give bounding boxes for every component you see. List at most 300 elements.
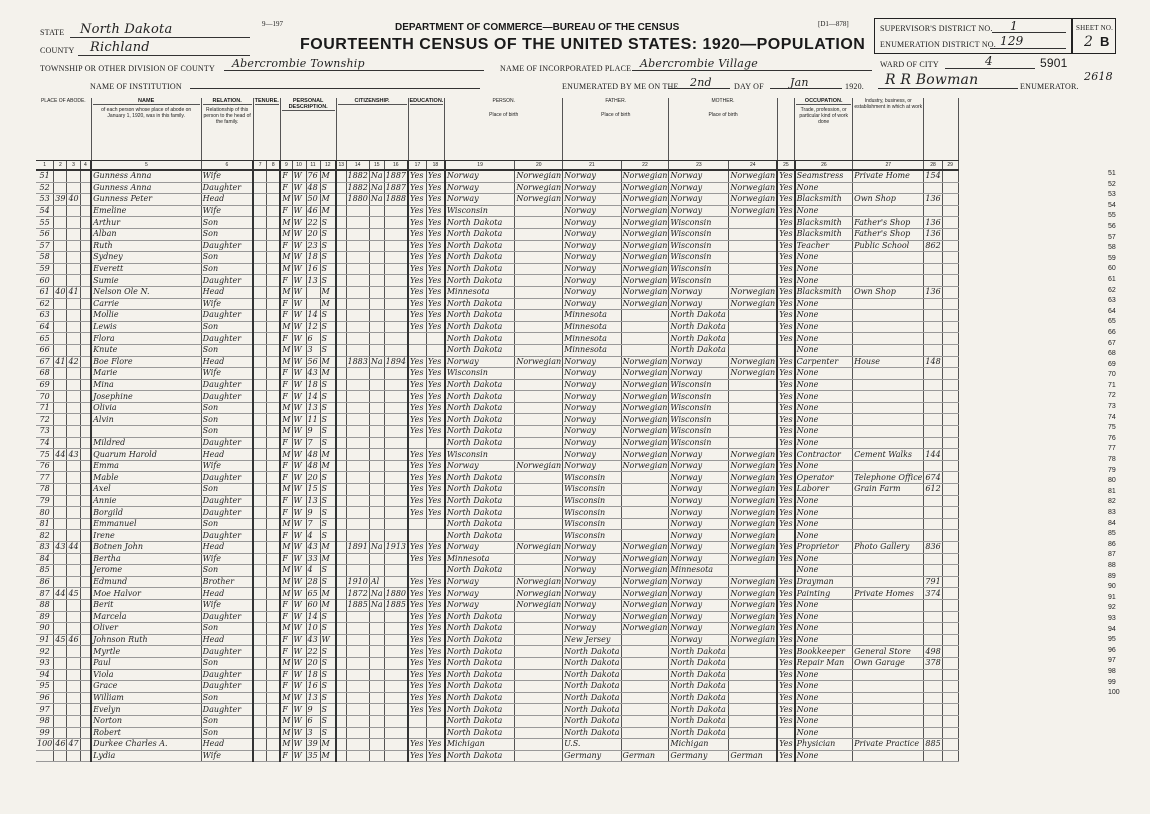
table-cell-fam — [67, 368, 80, 380]
table-cell-occ: Painting — [795, 588, 853, 600]
table-cell-tongue — [515, 333, 563, 345]
table-cell-tongue — [515, 739, 563, 751]
table-cell-rel: Daughter — [201, 275, 253, 287]
table-cell-sex: M — [282, 727, 291, 737]
table-cell-x7 — [253, 263, 267, 275]
table-cell-code: 612 — [925, 484, 941, 494]
table-cell-write: Yes — [426, 646, 444, 658]
table-cell-race: W — [292, 518, 306, 530]
table-cell-nat — [369, 646, 384, 658]
table-cell-name: William — [91, 692, 201, 704]
table-cell-ms: S — [320, 484, 336, 496]
table-cell-x29 — [942, 750, 958, 762]
table-cell-x4 — [80, 576, 91, 588]
table-cell-yr — [384, 402, 408, 414]
table-cell-ftongue: Norwegian — [622, 623, 668, 633]
table-cell-line: 87 — [36, 588, 54, 600]
table-cell-tongue — [515, 553, 563, 565]
table-cell-race: W — [292, 379, 306, 391]
table-cell-race: W — [292, 750, 306, 762]
table-cell-ftongue: Norwegian — [622, 449, 668, 459]
table-cell-imm — [346, 715, 369, 727]
table-cell-x13 — [336, 263, 346, 275]
table-cell-ftongue: Norwegian — [622, 368, 668, 378]
table-cell-name: Gunness Peter — [91, 194, 201, 206]
table-cell-race: W — [292, 495, 306, 507]
table-cell-tongue — [515, 495, 563, 507]
line-number: 81 — [1108, 487, 1116, 495]
table-cell-fam: 40 — [68, 194, 79, 204]
table-cell-mtongue — [729, 739, 777, 751]
table-cell-write: Yes — [426, 576, 444, 588]
table-cell-yr: 1887 — [385, 182, 406, 192]
table-cell-age: 18 — [306, 669, 320, 681]
table-cell-dwell — [54, 750, 67, 762]
table-cell-fam — [67, 576, 80, 588]
table-cell-eng: Yes — [779, 693, 793, 703]
table-cell-nat — [369, 657, 384, 669]
table-row — [36, 460, 958, 472]
table-cell-x13 — [336, 704, 346, 716]
table-cell-age: 48 — [306, 460, 320, 472]
table-cell-x4 — [80, 252, 91, 264]
department-heading: DEPARTMENT OF COMMERCE—BUREAU OF THE CENSUS — [395, 22, 680, 33]
table-cell-ms: S — [320, 402, 336, 414]
table-cell-tongue: Norwegian — [516, 171, 562, 181]
table-cell-write: Yes — [426, 205, 444, 217]
table-row — [36, 472, 958, 484]
table-cell-nat: Na — [370, 182, 383, 192]
table-cell-x13 — [336, 182, 346, 194]
table-cell-pob: Wisconsin — [445, 368, 515, 380]
table-cell-rel: Daughter — [201, 379, 253, 391]
table-cell-ms: M — [320, 542, 336, 554]
table-cell-write: Yes — [426, 739, 444, 751]
table-cell-line: 62 — [36, 298, 54, 310]
table-cell-race: W — [292, 298, 306, 310]
table-cell-yr — [384, 565, 408, 577]
ward-value: 4 — [985, 54, 993, 68]
table-cell-occ: Blacksmith — [795, 194, 853, 206]
table-cell-dwell — [54, 692, 67, 704]
table-cell-x13 — [336, 692, 346, 704]
table-cell-age: 7 — [306, 518, 320, 530]
table-cell-mtongue — [729, 379, 777, 391]
table-cell-tongue — [515, 657, 563, 669]
table-cell-occ: Operator — [795, 472, 853, 484]
table-cell-x4 — [80, 182, 91, 194]
table-cell-x13 — [336, 298, 346, 310]
table-cell-write — [426, 344, 444, 356]
table-cell-age: 9 — [306, 507, 320, 519]
table-cell-x8 — [267, 576, 281, 588]
column-group-label: TENURE. — [254, 98, 279, 104]
table-cell-ftongue: Norwegian — [622, 542, 668, 552]
table-cell-ms: M — [320, 599, 336, 611]
table-cell-name: Moe Halvor — [91, 588, 201, 600]
table-cell-fpob: Norway — [563, 170, 621, 182]
table-cell-dwell — [54, 252, 67, 264]
table-cell-read — [408, 715, 426, 727]
table-cell-fpob: Norway — [563, 611, 621, 623]
table-cell-line: 71 — [36, 402, 54, 414]
line-number: 52 — [1108, 180, 1116, 188]
line-number: 72 — [1108, 392, 1116, 400]
line-number: 56 — [1108, 222, 1116, 230]
table-cell-occ: None — [795, 426, 853, 438]
table-cell-read: Yes — [408, 263, 426, 275]
table-cell-yr — [384, 252, 408, 264]
table-cell-dwell — [54, 530, 67, 542]
table-cell-yr — [384, 727, 408, 739]
table-cell-read: Yes — [408, 484, 426, 496]
table-cell-dwell — [54, 333, 67, 345]
table-cell-code — [924, 460, 942, 472]
table-cell-race: W — [292, 669, 306, 681]
table-cell-ftongue — [621, 681, 669, 693]
table-cell-fpob: Norway — [563, 402, 621, 414]
supervisor-value: 1 — [1010, 19, 1018, 33]
table-cell-x29 — [942, 518, 958, 530]
table-cell-mtongue — [729, 681, 777, 693]
table-cell-fpob: Norway — [563, 252, 621, 264]
table-cell-x7 — [253, 460, 267, 472]
table-cell-ms: S — [320, 657, 336, 669]
table-cell-x7 — [253, 310, 267, 322]
table-cell-dwell — [54, 298, 67, 310]
table-cell-ms: S — [320, 507, 336, 519]
table-cell-name: Grace — [91, 681, 201, 693]
column-header — [280, 98, 336, 161]
table-cell-age: 10 — [306, 623, 320, 635]
table-cell-x7 — [253, 530, 267, 542]
enumerator-label: ENUMERATOR. — [1020, 82, 1079, 91]
table-cell-tongue — [515, 263, 563, 275]
township-value: Abercrombie Township — [232, 57, 365, 70]
table-cell-race: W — [292, 228, 306, 240]
day-of-label: DAY OF — [734, 82, 764, 91]
table-cell-mtongue — [729, 727, 777, 739]
table-cell-age — [306, 286, 320, 298]
table-cell-mtongue — [729, 402, 777, 414]
table-cell-occ: None — [795, 437, 853, 449]
table-cell-pob: North Dakota — [445, 263, 515, 275]
table-cell-dwell — [54, 553, 67, 565]
table-cell-ind: Own Garage — [853, 657, 924, 669]
table-cell-tongue — [515, 205, 563, 217]
table-cell-race: W — [292, 402, 306, 414]
column-group-label: CITIZENSHIP. — [338, 98, 407, 105]
table-cell-tongue — [515, 368, 563, 380]
table-cell-dwell — [54, 472, 67, 484]
table-cell-x4 — [80, 553, 91, 565]
table-cell-line: 65 — [36, 333, 54, 345]
table-cell-line: 64 — [36, 321, 54, 333]
table-cell-write: Yes — [426, 750, 444, 762]
table-cell-age: 13 — [306, 402, 320, 414]
table-cell-eng: Yes — [779, 379, 793, 389]
table-cell-fpob: Minnesota — [563, 344, 621, 356]
line-number: 97 — [1108, 657, 1116, 665]
table-cell-x4 — [80, 565, 91, 577]
table-cell-fam — [67, 182, 80, 194]
table-cell-fpob: Norway — [563, 368, 621, 380]
table-cell-rel: Wife — [201, 460, 253, 472]
table-cell-fam: 45 — [68, 588, 79, 598]
table-cell-rel: Brother — [201, 576, 253, 588]
table-cell-x29 — [942, 298, 958, 310]
table-cell-race: W — [292, 692, 306, 704]
table-cell-race: W — [292, 194, 306, 206]
table-cell-age: 43 — [306, 634, 320, 646]
table-cell-mpob: North Dakota — [669, 692, 729, 704]
table-cell-yr — [384, 634, 408, 646]
table-cell-name: Bertha — [91, 553, 201, 565]
table-row — [36, 611, 958, 623]
table-cell-ms: S — [320, 344, 336, 356]
table-cell-nat — [369, 449, 384, 461]
table-cell-ind — [853, 414, 924, 426]
table-cell-x8 — [267, 263, 281, 275]
table-cell-x13 — [336, 333, 346, 345]
table-cell-x4 — [80, 321, 91, 333]
table-cell-x8 — [267, 240, 281, 252]
table-cell-x13 — [336, 739, 346, 751]
table-cell-dwell — [54, 715, 67, 727]
table-cell-age: 76 — [306, 170, 320, 182]
column-number: 16 — [384, 161, 408, 171]
table-cell-rel: Daughter — [201, 669, 253, 681]
table-cell-sex: M — [282, 739, 291, 749]
column-group-label: EDUCATION. — [409, 98, 444, 104]
table-cell-occ: None — [795, 182, 853, 194]
table-cell-x8 — [267, 252, 281, 264]
table-cell-age: 14 — [306, 391, 320, 403]
table-cell-x13 — [336, 507, 346, 519]
table-cell-imm — [346, 484, 369, 496]
table-cell-imm: 1910 — [347, 577, 368, 587]
table-cell-read: Yes — [408, 623, 426, 635]
table-cell-mpob: Norway — [669, 553, 729, 565]
table-cell-write: Yes — [426, 484, 444, 496]
table-cell-code — [924, 530, 942, 542]
table-cell-imm — [346, 681, 369, 693]
table-cell-rel: Daughter — [201, 681, 253, 693]
table-cell-fam — [67, 391, 80, 403]
column-header — [853, 98, 924, 161]
table-cell-fam — [67, 252, 80, 264]
table-cell-ms: S — [320, 646, 336, 658]
table-cell-ms: M — [320, 449, 336, 461]
table-cell-race: W — [292, 634, 306, 646]
table-cell-mpob: North Dakota — [669, 646, 729, 658]
table-cell-eng: Yes — [779, 206, 793, 216]
table-cell-dwell: 44 — [55, 449, 66, 459]
table-cell-pob: North Dakota — [445, 623, 515, 635]
table-cell-x8 — [267, 646, 281, 658]
table-cell-ms: S — [320, 611, 336, 623]
table-cell-tongue — [515, 344, 563, 356]
table-cell-age: 9 — [306, 704, 320, 716]
table-cell-x13 — [336, 460, 346, 472]
table-cell-sex: F — [280, 182, 292, 194]
table-cell-fam: 41 — [68, 287, 79, 297]
table-cell-read: Yes — [408, 182, 426, 194]
table-cell-race: W — [292, 437, 306, 449]
table-cell-name: Durkee Charles A. — [91, 739, 201, 751]
table-cell-x8 — [267, 553, 281, 565]
table-cell-read: Yes — [408, 414, 426, 426]
line-number: 90 — [1108, 583, 1116, 591]
table-cell-ftongue — [621, 310, 669, 322]
line-number: 64 — [1108, 307, 1116, 315]
table-cell-write: Yes — [426, 704, 444, 716]
table-cell-pob: North Dakota — [445, 228, 515, 240]
column-header — [445, 98, 563, 161]
table-cell-ind — [853, 275, 924, 287]
table-cell-race: W — [292, 275, 306, 287]
table-cell-ms: S — [320, 727, 336, 739]
table-cell-read — [408, 518, 426, 530]
table-cell-ind — [853, 576, 924, 588]
line-number: 63 — [1108, 297, 1116, 305]
table-cell-sex: M — [282, 356, 291, 366]
table-cell-line: 91 — [36, 634, 54, 646]
table-cell-x4 — [80, 739, 91, 751]
table-cell-read: Yes — [408, 646, 426, 658]
line-number: 75 — [1108, 424, 1116, 432]
table-cell-write: Yes — [426, 368, 444, 380]
column-header — [563, 98, 669, 161]
table-cell-yr — [384, 368, 408, 380]
table-cell-ftongue: Norwegian — [622, 565, 668, 575]
table-cell-ms: M — [320, 739, 336, 751]
table-cell-ms: S — [320, 379, 336, 391]
table-cell-name: Knute — [91, 344, 201, 356]
table-cell-race: W — [292, 681, 306, 693]
table-cell-ms: M — [320, 750, 336, 762]
table-cell-rel: Daughter — [201, 391, 253, 403]
table-cell-ftongue — [621, 518, 669, 530]
table-cell-mpob: Wisconsin — [669, 252, 729, 264]
table-cell-rel: Head — [201, 449, 253, 461]
table-cell-pob: North Dakota — [445, 750, 515, 762]
table-cell-dwell — [54, 646, 67, 658]
table-cell-nat — [369, 553, 384, 565]
table-cell-fpob: North Dakota — [564, 716, 620, 726]
table-cell-fam — [67, 484, 80, 496]
table-cell-x4 — [80, 472, 91, 484]
table-cell-yr — [384, 484, 408, 496]
table-cell-mtongue: Norwegian — [730, 461, 776, 471]
table-cell-race: W — [292, 588, 306, 600]
table-row — [36, 263, 958, 275]
table-cell-occ: None — [795, 402, 853, 414]
table-cell-write: Yes — [426, 599, 444, 611]
table-cell-pob: North Dakota — [445, 495, 515, 507]
table-cell-rel: Head — [201, 542, 253, 554]
table-cell-code — [924, 692, 942, 704]
table-cell-yr: 1913 — [385, 542, 406, 552]
table-cell-mtongue: Norwegian — [730, 635, 776, 645]
table-cell-eng: Yes — [779, 461, 793, 471]
column-header — [253, 98, 280, 161]
table-cell-nat: Na — [370, 356, 383, 366]
table-cell-name: Everett — [91, 263, 201, 275]
table-cell-rel: Son — [201, 484, 253, 496]
table-cell-line: 94 — [36, 669, 54, 681]
table-cell-name: Myrtle — [91, 646, 201, 658]
table-cell-tongue — [515, 472, 563, 484]
table-cell-code: 836 — [925, 542, 941, 552]
table-cell-ms: S — [320, 391, 336, 403]
table-cell-x8 — [267, 484, 281, 496]
table-cell-rel: Wife — [201, 553, 253, 565]
table-cell-code — [924, 437, 942, 449]
table-cell-ind — [853, 704, 924, 716]
table-cell-x4 — [80, 356, 91, 368]
table-cell-dwell — [54, 217, 67, 229]
column-number: 11 — [306, 161, 320, 171]
table-cell-rel: Daughter — [201, 704, 253, 716]
table-cell-yr — [384, 460, 408, 472]
table-cell-age — [306, 298, 320, 310]
table-cell-x7 — [253, 298, 267, 310]
table-cell-eng: Yes — [779, 635, 793, 645]
table-cell-x13 — [336, 623, 346, 635]
column-header — [408, 98, 445, 161]
table-cell-ftongue: Norwegian — [622, 264, 668, 274]
table-cell-occ: None — [795, 368, 853, 380]
table-cell-line: 85 — [36, 565, 54, 577]
table-cell-ind: Photo Gallery — [853, 542, 924, 554]
table-cell-occ: None — [795, 379, 853, 391]
table-cell-nat — [369, 495, 384, 507]
column-number: 20 — [515, 161, 563, 171]
table-cell-ms: S — [320, 310, 336, 322]
table-cell-read: Yes — [408, 286, 426, 298]
table-cell-tongue — [515, 321, 563, 333]
table-cell-x29 — [942, 333, 958, 345]
table-cell-mpob: Wisconsin — [669, 240, 729, 252]
table-cell-rel: Daughter — [201, 611, 253, 623]
table-cell-ind — [853, 205, 924, 217]
table-cell-sex: M — [282, 577, 291, 587]
table-cell-ind — [853, 518, 924, 530]
line-number: 98 — [1108, 667, 1116, 675]
table-cell-x13 — [336, 599, 346, 611]
table-cell-x4 — [80, 460, 91, 472]
column-number: 2 — [54, 161, 67, 171]
table-cell-eng: Yes — [779, 484, 793, 494]
table-cell-age: 18 — [306, 379, 320, 391]
table-cell-ind — [853, 715, 924, 727]
table-row — [36, 657, 958, 669]
table-cell-name: Flora — [91, 333, 201, 345]
table-cell-occ: None — [795, 530, 853, 542]
table-cell-sex: F — [280, 391, 292, 403]
table-cell-eng: Yes — [779, 356, 793, 366]
table-cell-fpob: Norway — [563, 623, 621, 635]
table-cell-name: Viola — [91, 669, 201, 681]
table-cell-sex: M — [282, 426, 291, 436]
column-number: 19 — [445, 161, 515, 171]
table-cell-x13 — [336, 715, 346, 727]
table-cell-ind — [853, 321, 924, 333]
table-cell-imm — [346, 565, 369, 577]
table-cell-write — [426, 333, 444, 345]
table-cell-yr — [384, 611, 408, 623]
